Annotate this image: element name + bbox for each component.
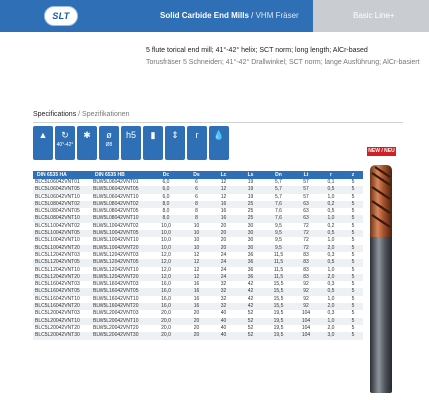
table-row [33,215,363,222]
table-cell: 7,6 [275,208,282,215]
table-row [33,267,363,274]
coolant-drop-icon [209,126,229,160]
table-cell: 19,5 [264,332,293,339]
table-cell: 10 [193,222,200,229]
table-cell: 5 [343,245,363,252]
table-cell: BLW5L10042VNT20 [91,245,149,252]
table-cell: 19 [247,193,254,200]
table-cell: 52 [247,324,254,331]
table-cell: BLC5L06042VNT10 [35,193,80,200]
table-cell: BLW5L12042VNT10 [93,266,139,273]
spec-title-german: Spezifikationen [82,111,130,118]
table-cell: BLW5L10042VNT05 [91,230,149,237]
table-cell: 0,3 [327,251,335,258]
table-cell: BLW5L10042VNT10 [93,237,139,244]
table-cell: 0,2 [327,222,335,229]
table-cell: 5 [343,215,363,222]
table-cell: 20,0 [149,332,183,339]
table-cell: 40 [220,324,227,331]
table-cell: BLW5L16042VNT20 [91,303,149,310]
table-cell: 40 [210,318,237,325]
table-cell: 24 [210,274,237,281]
table-cell: BLC5L16042VNT03 [35,281,80,288]
product-line-label: Basic Line+ [353,11,395,20]
table-cell: 0,3 [327,310,335,317]
table-cell: 20 [210,230,237,237]
table-cell: 5 [343,230,363,237]
table-cell: 6,0 [149,186,183,193]
table-cell: 5 [351,295,355,302]
table-cell: 5 [351,266,355,273]
table-cell: 52 [237,318,264,325]
table-cell: 83 [303,251,309,258]
table-cell: BLC5L10042VNT02 [35,222,80,229]
table-cell: 104 [301,310,311,317]
column-header: DIN 6535 HB [91,171,149,179]
table-cell: 16 [183,288,210,295]
table-cell: 5 [351,208,355,215]
table-cell: 5,7 [275,193,282,200]
table-cell: 1,0 [319,215,343,222]
table-cell: 6,0 [162,193,170,200]
table-cell: BLW5L10042VNT02 [93,222,139,229]
table-cell: 16,0 [149,288,183,295]
table-cell: 11,5 [264,274,293,281]
table-cell: 20 [183,332,210,339]
table-cell: 9,5 [264,230,293,237]
table-cell: 104 [293,332,319,339]
table-cell: 20,0 [161,324,171,331]
table-cell: 6 [195,193,198,200]
table-cell: 36 [237,274,264,281]
table-cell: BLC5L20042VNT03 [35,310,80,317]
description-german: Torusfräser 5 Schneiden; 41°-42° Drallwinkel; SCT norm; lange Ausführung; AlCr-basiert [146,59,420,66]
table-cell: 20 [193,324,200,331]
table-cell: 32 [220,281,227,288]
table-cell: BLW5L12042VNT20 [91,274,149,281]
table-cell: BLW5L20042VNT30 [91,332,149,339]
spec-title-english: Specifications [33,111,77,118]
table-cell: 12,0 [161,251,171,258]
table-cell: BLW5L08042VNT02 [91,201,149,208]
table-cell: 1,0 [327,237,335,244]
table-cell: BLC5L16042VNT10 [35,295,80,302]
table-cell: BLC5L08042VNT02 [33,201,91,208]
corner-radius-glyph: r [195,130,199,140]
table-cell: 5,7 [275,179,282,185]
title-separator: / [248,11,256,20]
table-cell: 1,0 [327,266,335,273]
table-cell: 5 [343,288,363,295]
table-cell: 5 [351,237,355,244]
table-cell: BLC5L12042VNT03 [35,251,80,258]
tolerance-glyph: h5 [125,130,136,140]
column-header: z [343,171,363,179]
table-cell: 16,0 [149,303,183,310]
table-row [33,310,363,317]
table-cell: 5 [343,332,363,339]
table-cell: 2,0 [319,274,343,281]
table-cell: 20 [220,237,227,244]
table-cell: 5 [343,259,363,266]
table-cell: 25 [247,208,254,215]
table-cell: 19,5 [273,310,284,317]
table-cell: 16,0 [161,295,171,302]
material-cone-icon [33,126,53,160]
table-cell: 72 [303,222,309,229]
table-row [33,245,363,252]
table-cell: BLC5L20042VNT30 [33,332,91,339]
table-cell: BLC5L20042VNT10 [33,318,91,325]
coating-icon [143,126,163,160]
length-glyph: ⇕ [171,130,179,140]
table-row [33,179,363,186]
table-cell: 0,5 [319,288,343,295]
table-cell: BLW5L16042VNT03 [93,281,139,288]
table-cell: 16 [183,303,210,310]
table-cell: 20 [220,222,227,229]
logo-text: SLT [52,11,70,21]
table-row [33,332,363,339]
table-cell: 12 [220,179,227,185]
table-cell: 0,5 [319,186,343,193]
table-cell: 57 [303,179,309,185]
tolerance-icon [121,126,141,160]
column-header: Dn [264,171,293,179]
table-cell: 30 [237,245,264,252]
table-cell: 11,5 [273,251,284,258]
table-cell: 42 [247,281,254,288]
table-cell: 40 [210,332,237,339]
end-mill-image [366,163,396,395]
table-cell: 63 [303,208,309,215]
table-cell: 10 [193,237,200,244]
table-cell: 7,6 [264,201,293,208]
table-cell: 12 [220,193,227,200]
table-cell: 15,5 [264,303,293,310]
column-header: Dc [149,171,183,179]
table-cell: 9,5 [275,237,282,244]
shank-diameter-text: Ø8 [105,142,113,148]
table-body [33,179,363,340]
table-cell: 20,0 [149,318,183,325]
title-english: Solid Carbide End Mills [160,11,249,20]
table-cell: 32 [220,295,227,302]
table-cell: 5 [343,186,363,193]
table-row [33,325,363,332]
table-cell: 12,0 [149,274,183,281]
column-header: Lt [293,171,319,179]
page-header [0,0,429,32]
table-cell: BLC5L12042VNT05 [33,259,91,266]
table-cell: BLW5L08042VNT05 [93,208,139,215]
table-cell: BLW5L16042VNT10 [93,295,139,302]
table-cell: 10 [183,230,210,237]
helix-angle-icon [55,126,75,160]
column-header: Ds [183,171,210,179]
table-cell: 5 [343,274,363,281]
table-cell: 9,5 [275,222,282,229]
shank-diameter-glyph: ø [106,130,112,140]
table-cell: 83 [303,266,309,273]
table-cell: 12 [193,251,200,258]
table-cell: 104 [301,324,311,331]
table-cell: BLC5L20042VNT20 [35,324,80,331]
table-cell: 42 [237,288,264,295]
column-header: Lc [210,171,237,179]
spec-title-separator: / [76,111,83,118]
flutes-icon [77,126,97,160]
table-cell: BLC5L06042VNT05 [33,186,91,193]
table-cell: 20 [193,310,200,317]
table-cell: 24 [220,251,227,258]
table-cell: 8,0 [162,208,170,215]
table-cell: BLC5L12042VNT20 [33,274,91,281]
table-row [33,318,363,325]
table-cell: 5 [343,201,363,208]
table-cell: 8,0 [149,201,183,208]
table-cell: 32 [210,303,237,310]
length-icon [165,126,185,160]
table-cell: 2,0 [319,303,343,310]
corner-radius-icon [187,126,207,160]
section-divider [33,122,403,123]
table-cell: 63 [293,201,319,208]
table-cell: 30 [237,230,264,237]
table-cell: 25 [237,201,264,208]
table-cell: 52 [247,310,254,317]
table-cell: 10,0 [149,230,183,237]
coating-glyph: ▮ [150,130,156,140]
table-cell: 16 [193,295,200,302]
table-cell: BLW5L20042VNT10 [91,318,149,325]
table-cell: BLW5L20042VNT20 [93,324,139,331]
table-cell: 52 [237,332,264,339]
table-cell: BLC5L08042VNT05 [35,208,80,215]
table-cell: 12 [193,266,200,273]
table-cell: BLC5L16042VNT05 [33,288,91,295]
table-cell: 10 [183,245,210,252]
table-row [33,237,363,244]
table-cell: 72 [293,230,319,237]
table-cell: 63 [293,215,319,222]
table-cell: BLC5L12042VNT10 [35,266,80,273]
helix-angle-glyph: ↻ [61,130,69,140]
table-cell: 5 [351,193,355,200]
table-cell: 32 [210,288,237,295]
table-cell: 1,0 [327,193,335,200]
table-cell: 8 [183,215,210,222]
table-cell: 5 [351,179,355,185]
table-cell: 92 [303,295,309,302]
table-row [33,296,363,303]
table-cell: 5 [351,324,355,331]
table-cell: 30 [247,222,254,229]
table-cell: 36 [247,251,254,258]
table-cell: 10,0 [161,237,171,244]
table-cell: 20,0 [161,310,171,317]
table-cell: 11,5 [273,266,284,273]
table-cell: 0,5 [319,259,343,266]
table-cell: BLC5L06042VNT01 [35,179,80,185]
table-cell: BLW5L08042VNT10 [91,215,149,222]
table-cell: 9,5 [264,245,293,252]
table-cell: 104 [293,318,319,325]
shank-diameter-icon [99,126,119,160]
table-cell: 0,3 [327,281,335,288]
table-cell: BLW5L12042VNT03 [93,251,139,258]
table-cell: 5 [351,281,355,288]
table-cell: 7,6 [264,215,293,222]
helix-angle-text: 40°-42° [56,142,74,148]
table-cell: 72 [303,237,309,244]
table-cell: 5 [351,310,355,317]
tool-shank [370,233,392,393]
column-header: DIN 6535 HA [33,171,91,179]
table-cell: 16 [193,281,200,288]
table-cell: 1,0 [319,318,343,325]
table-cell: BLC5L10042VNT10 [35,237,80,244]
table-cell: BLC5L08042VNT10 [33,215,91,222]
table-cell: 5 [343,303,363,310]
table-cell: 10,0 [161,222,171,229]
table-row [33,274,363,281]
table-cell: 8 [183,201,210,208]
table-header-row [33,171,363,179]
column-header: Ls [237,171,264,179]
table-cell: 12,0 [161,266,171,273]
table-cell: BLW5L12042VNT05 [91,259,149,266]
table-cell: 8,0 [149,215,183,222]
table-row [33,303,363,310]
table-row [33,223,363,230]
table-cell: 20 [210,245,237,252]
table-cell: BLC5L10042VNT20 [33,245,91,252]
table-cell: 6 [183,186,210,193]
table-cell: BLW5L06042VNT01 [93,179,139,185]
table-cell: 12,0 [149,259,183,266]
table-cell: 8 [195,208,198,215]
table-cell: 19,5 [273,324,284,331]
table-cell: 1,0 [327,295,335,302]
description-english: 5 flute torical end mill; 41°-42° helix; SCT norm; long length; AlCr-based [146,47,368,54]
table-cell: 12 [183,274,210,281]
table-cell: 24 [210,259,237,266]
table-cell: BLW5L16042VNT05 [91,288,149,295]
table-cell: 15,5 [273,295,284,302]
table-cell: 2,0 [319,245,343,252]
table-cell: BLW5L20042VNT03 [93,310,139,317]
table-cell: 16 [210,201,237,208]
table-cell: 5 [343,318,363,325]
table-cell: BLC5L10042VNT05 [33,230,91,237]
table-cell: 15,5 [273,281,284,288]
section-title [160,11,299,20]
table-cell: 5 [351,251,355,258]
table-cell: 6,0 [162,179,170,185]
table-cell: 92 [293,303,319,310]
table-cell: BLW5L06042VNT05 [91,186,149,193]
table-cell: 16 [210,215,237,222]
table-cell: 16 [220,208,227,215]
table-cell: 42 [247,295,254,302]
flutes-glyph: ✱ [83,130,91,140]
table-cell: BLW5L06042VNT10 [93,193,139,200]
table-cell: 83 [293,274,319,281]
dimensions-table [33,171,363,340]
table-cell: 0,5 [327,208,335,215]
table-row [33,230,363,237]
table-cell: 25 [237,215,264,222]
table-cell: 3,0 [319,332,343,339]
table-cell: 19,5 [264,318,293,325]
table-row [33,288,363,295]
table-cell: 36 [247,266,254,273]
table-cell: 5 [351,222,355,229]
table-cell: 11,5 [264,259,293,266]
table-cell: 0,5 [319,230,343,237]
brand-logo [44,6,78,26]
table-cell: 57 [303,193,309,200]
table-row [33,186,363,193]
table-cell: 72 [293,245,319,252]
specifications-heading [33,111,130,118]
table-cell: 36 [237,259,264,266]
table-row [33,194,363,201]
table-row [33,259,363,266]
table-cell: 19 [237,186,264,193]
coolant-drop-glyph: 💧 [213,130,225,140]
table-cell: 6 [195,179,198,185]
table-cell: 12 [183,259,210,266]
table-cell: 30 [247,237,254,244]
table-cell: 0,1 [327,179,335,185]
table-row [33,281,363,288]
table-row [33,201,363,208]
table-cell: 92 [303,281,309,288]
table-cell: 15,5 [264,288,293,295]
table-row [33,252,363,259]
table-cell: 42 [237,303,264,310]
table-cell: 40 [220,310,227,317]
table-cell: BLC5L16042VNT20 [33,303,91,310]
column-header: r [319,171,343,179]
table-cell: 12 [210,186,237,193]
table-cell: 2,0 [327,324,335,331]
table-cell: 0,2 [319,201,343,208]
table-cell: 20 [183,318,210,325]
table-cell: 57 [293,186,319,193]
table-cell: 5,7 [264,186,293,193]
material-cone-glyph: ▲ [38,130,48,140]
title-german: VHM Fräser [255,11,299,20]
product-line-tab [313,0,429,32]
table-cell: 10,0 [149,245,183,252]
table-row [33,208,363,215]
table-cell: 92 [293,288,319,295]
table-cell: 83 [293,259,319,266]
table-cell: 24 [220,266,227,273]
table-cell: 19 [247,179,254,185]
new-badge: NEW / NEU [368,148,395,154]
table-cell: 16,0 [161,281,171,288]
